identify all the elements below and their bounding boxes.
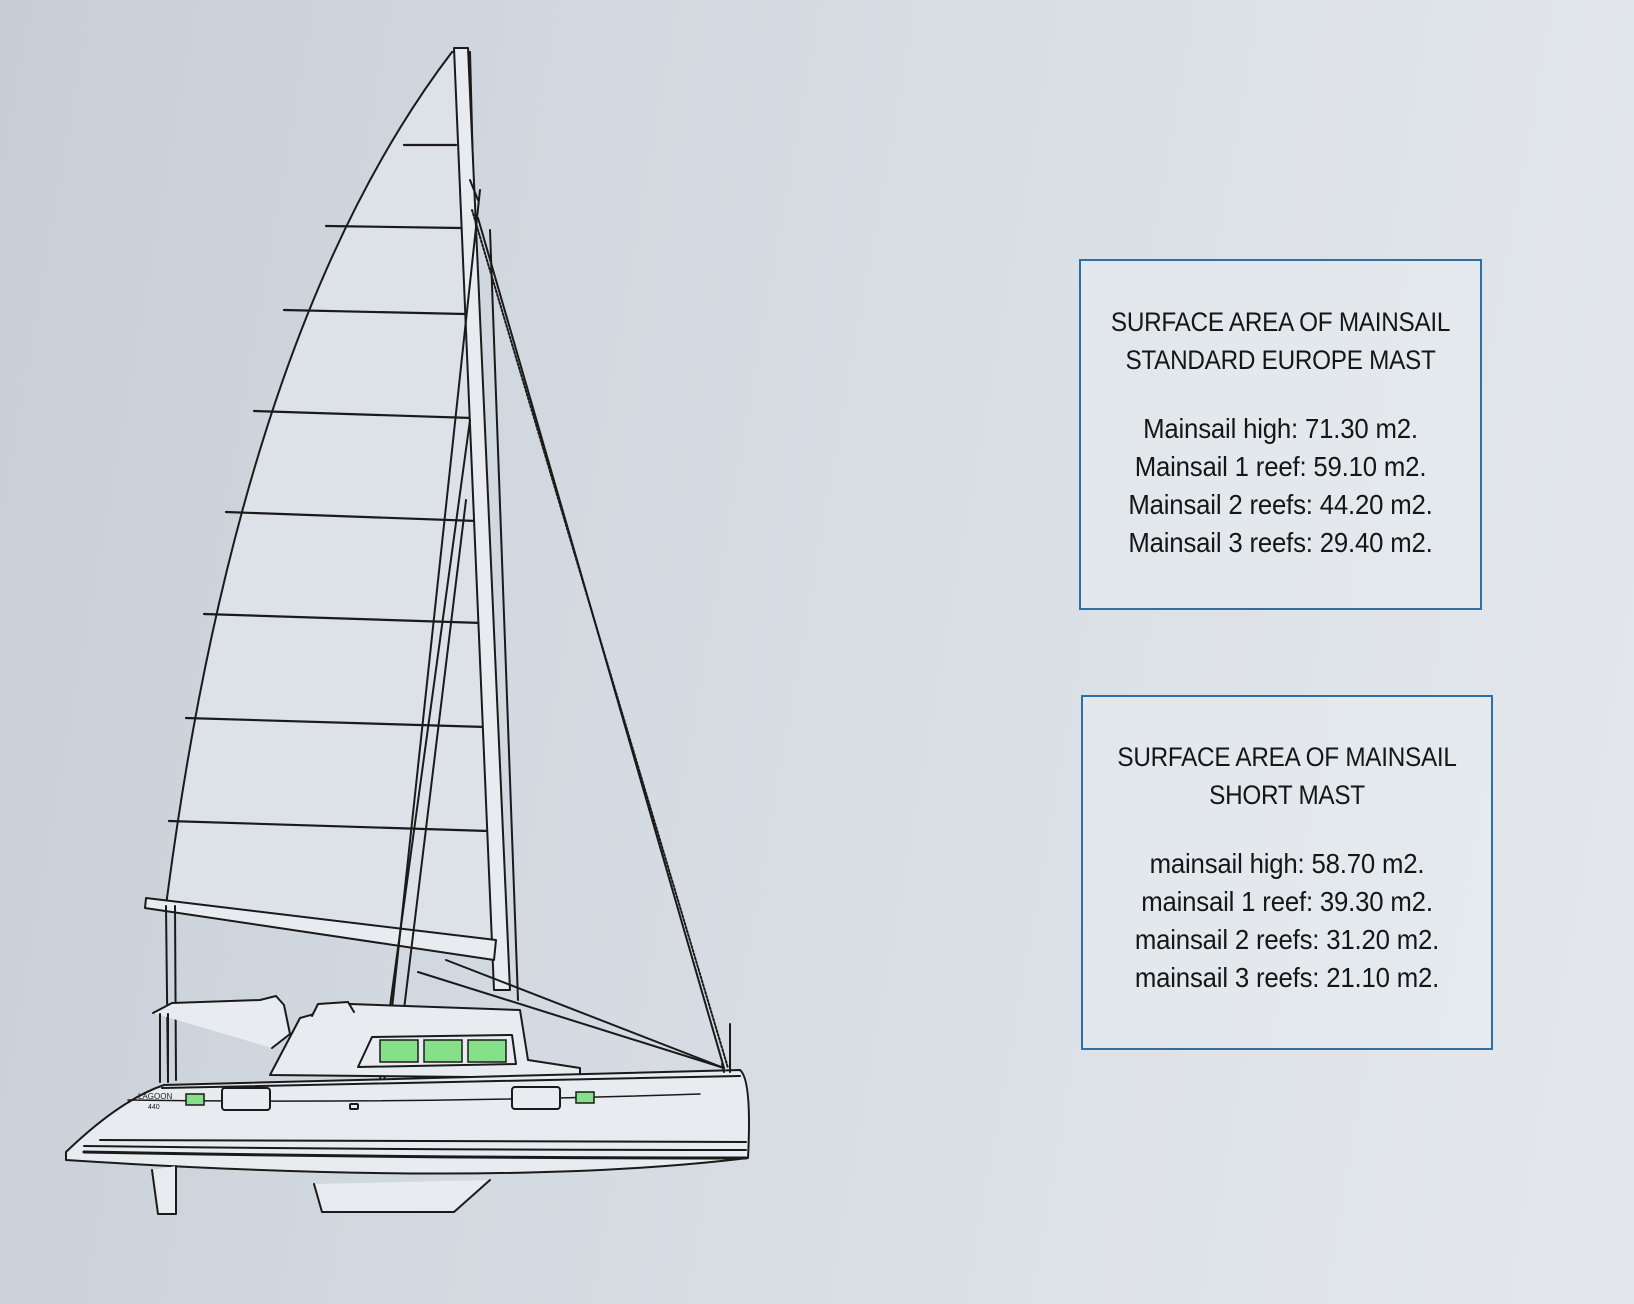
- sail-area-line: mainsail high: 58.70 m2.: [1149, 848, 1425, 879]
- mainsail: [166, 52, 493, 942]
- cabin-window: [380, 1040, 418, 1062]
- cabin-window: [468, 1040, 506, 1062]
- box-title-line1: SURFACE AREA OF MAINSAIL: [1110, 307, 1451, 337]
- sail-area-line: mainsail 3 reefs: 21.10 m2.: [1134, 962, 1440, 993]
- box-title-line2: STANDARD EUROPE MAST: [1125, 345, 1436, 375]
- box-title-line1: SURFACE AREA OF MAINSAIL: [1117, 742, 1457, 772]
- hull-model: 440: [148, 1104, 160, 1111]
- sail-area-line: Mainsail 3 reefs: 29.40 m2.: [1128, 527, 1433, 558]
- box-title-line2: SHORT MAST: [1209, 780, 1365, 810]
- bimini: [153, 996, 290, 1048]
- standard-mast-sail-area-box: [1079, 259, 1482, 610]
- hull-name: LAGOON: [138, 1092, 173, 1101]
- forestay: [472, 210, 728, 1068]
- cabin-window: [424, 1040, 462, 1062]
- sail-area-line: Mainsail 1 reef: 59.10 m2.: [1134, 451, 1427, 482]
- sail-area-line: mainsail 2 reefs: 31.20 m2.: [1134, 924, 1440, 955]
- sail-area-line: Mainsail high: 71.30 m2.: [1143, 413, 1418, 444]
- short-mast-sail-area-box: [1081, 695, 1493, 1050]
- rudder: [152, 1166, 176, 1214]
- hull-port-right: [576, 1092, 594, 1103]
- hull-port-left: [186, 1094, 204, 1105]
- sail-area-line: mainsail 1 reef: 39.30 m2.: [1141, 886, 1433, 917]
- keel: [314, 1180, 490, 1212]
- sail-area-line: Mainsail 2 reefs: 44.20 m2.: [1128, 489, 1433, 520]
